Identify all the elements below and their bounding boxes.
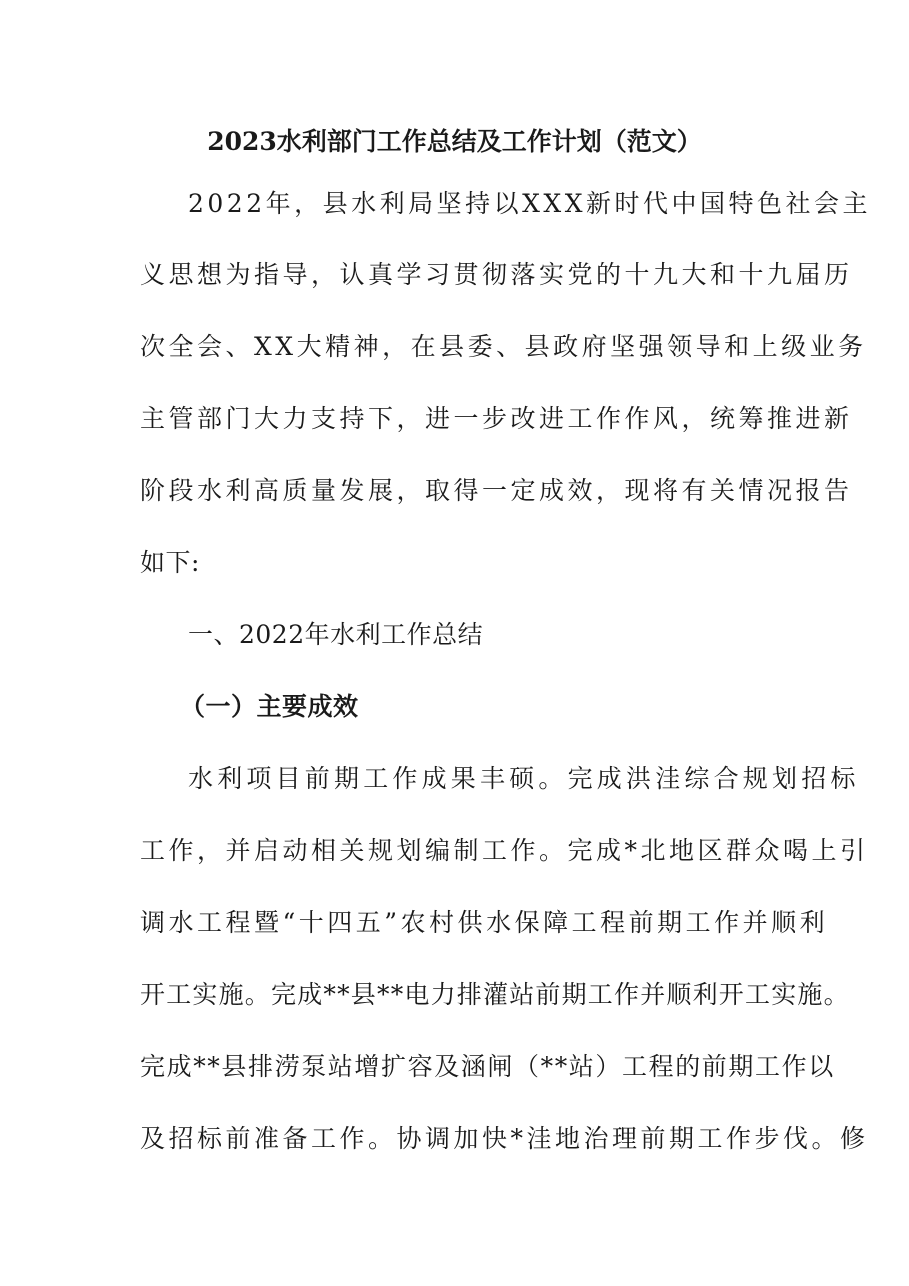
intro-line-1: 2022年，县水利局坚持以XXX新时代中国特色社会主 <box>188 189 872 218</box>
body-line-6: 及招标前准备工作。协调加快*洼地治理前期工作步伐。修 <box>140 1124 869 1153</box>
body-line-5: 完成**县排涝泵站增扩容及涵闸（**站）工程的前期工作以 <box>140 1052 835 1081</box>
body-line-3: 调水工程暨“十四五”农村供水保障工程前期工作并顺利 <box>140 908 829 937</box>
subsection-heading: （一）主要成效 <box>180 692 359 721</box>
intro-line-6: 如下: <box>140 548 200 577</box>
intro-line-5: 阶段水利高质量发展，取得一定成效，现将有关情况报告 <box>140 476 853 505</box>
document-title: 2023水利部门工作总结及工作计划（范文） <box>207 127 702 156</box>
body-line-4: 开工实施。完成**县**电力排灌站前期工作并顺利开工实施。 <box>140 980 850 1009</box>
intro-line-3: 次全会、XX大精神，在县委、县政府坚强领导和上级业务 <box>140 332 867 361</box>
section-heading: 一、2022年水利工作总结 <box>188 620 484 649</box>
intro-line-4: 主管部门大力支持下，进一步改进工作作风，统筹推进新 <box>140 404 853 433</box>
intro-line-2: 义思想为指导，认真学习贯彻落实党的十九大和十九届历 <box>140 260 853 289</box>
body-line-2: 工作，并启动相关规划编制工作。完成*北地区群众喝上引 <box>140 836 869 865</box>
body-line-1: 水利项目前期工作成果丰硕。完成洪洼综合规划招标 <box>188 764 860 793</box>
